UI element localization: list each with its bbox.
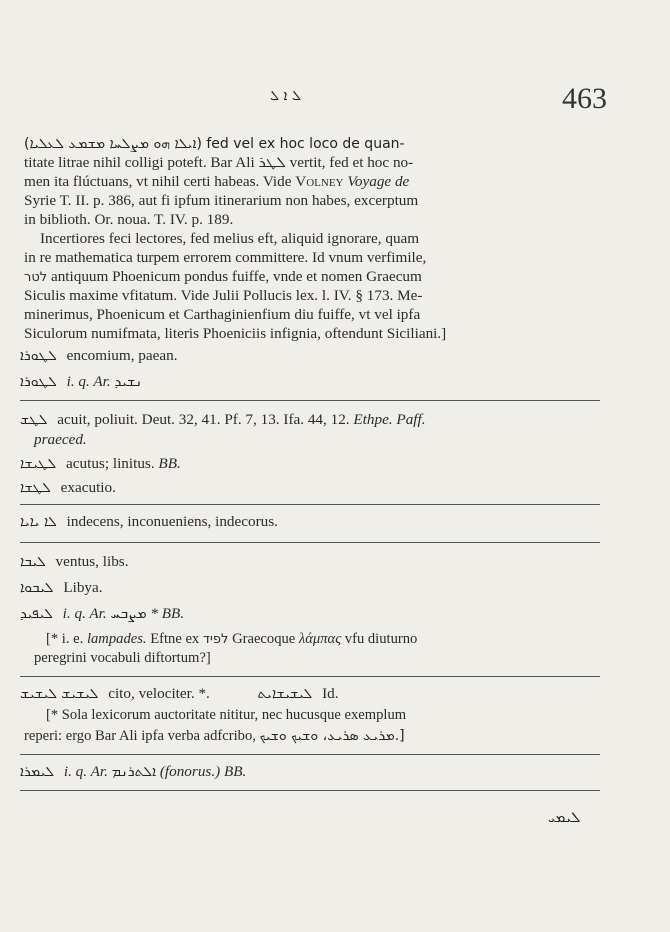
text-line: לטר antiquum Phoenicum pondus fuiffe, vnde et nomen Graecum — [24, 268, 422, 285]
dictionary-entry — [20, 762, 246, 782]
entry-note: (fonorus.) — [159, 763, 221, 780]
entry-headword: ܠܛܝܫܐ — [20, 456, 57, 472]
section-divider — [20, 542, 600, 543]
text-line: Siculis maxime vfitatum. Vide Julii Pollucis lex. l. IV. § 173. Me- — [24, 287, 423, 304]
arabic-quote: ܡܪܝܥ ܣܪܝܥ، ܘܫܝܟ ܘܫܝܟ.] — [259, 728, 405, 744]
running-header: ܠ ܐ ܠ — [270, 88, 302, 104]
entry-headword: ܠܝܫܝܫ ܠܝܫܝܫ — [20, 686, 99, 702]
work-title: Voyage de — [347, 173, 410, 190]
dictionary-entry — [20, 410, 426, 430]
source-abbrev: * BB. — [150, 605, 185, 622]
source-abbrev: BB. — [223, 763, 247, 780]
arabic-word: ܡܨܒܚ — [110, 606, 147, 622]
footnote-line: [* Sola lexicorum auctoritate nititur, nec hucusque exemplum — [46, 707, 407, 723]
dictionary-entry — [20, 478, 116, 498]
entry-gloss: i. q. Ar. — [63, 763, 108, 780]
text-line: men ita flúctuans, vt nihil certi habeas. Vide Volney Voyage de — [24, 173, 410, 190]
footnote-line: reperi: ergo Bar Ali ipfa verba adfcribo, ܡܪܝܥ ܣܪܝܥ، ܘܫܝܟ ܘܫܝܟ.] — [24, 728, 405, 744]
text-line: in re mathematica turpem errorem committere. Id vnum verfimile, — [24, 249, 427, 266]
dictionary-entry — [20, 454, 181, 474]
text-line: in biblioth. Or. noua. T. IV. p. 189. — [24, 211, 234, 228]
footnote-line: [* i. e. lampades. Eftne ex לפיד Graecoque λάμπας vfu diuturno — [46, 631, 418, 647]
entry-gloss: Id. — [322, 685, 339, 702]
dictionary-entry — [20, 604, 184, 624]
section-divider — [20, 754, 600, 755]
entry-gloss: Libya. — [63, 579, 103, 596]
text-line: Syrie T. II. p. 386, aut fi ipfum itinerarium non habes, excerptum — [24, 192, 419, 209]
text-line: (ܐܝܠܐ ܗܘ ܡܨܠܚܐ ܡܫܡܥ ܠܥܠܝܐ) fed vel ex hoc loco de quan- — [24, 136, 405, 152]
entry-note: Ethpe. Paff. — [353, 411, 426, 428]
arabic-word: ܢܫܝܕ — [114, 374, 143, 390]
author-name: Volney — [295, 173, 344, 190]
dictionary-entry — [20, 512, 278, 532]
entry-headword: ܠܝܫܝܫܐܝܬ — [257, 686, 313, 702]
entry-gloss: ventus, libs. — [55, 553, 129, 570]
entry-gloss: acutus; linitus. — [66, 455, 155, 472]
text-line: Siculorum numifmata, literis Phoeniciis infignia, oftendunt Siciliani.] — [24, 325, 447, 342]
entry-headword: ܠܝܦܝܕ — [20, 606, 53, 622]
footnote-line: peregrini vocabuli diftortum?] — [34, 650, 211, 666]
page-number: 463 — [562, 82, 607, 115]
dictionary-entry — [20, 346, 178, 366]
entry-gloss: i. q. Ar. — [62, 605, 107, 622]
text-line: minerimus, Phoenicum et Carthaginienfium diu fuiffe, vt vel ipfa — [24, 306, 421, 323]
text-line: Incertiores feci lectores, fed melius eft, aliquid ignorare, quam — [40, 230, 420, 247]
entry-headword: ܠܐ ܝܐܝܐ — [20, 514, 57, 530]
hebrew-word: לטר — [24, 270, 48, 285]
text-line: titate litrae nihil colligi poteft. Bar Ali ܠܛܪ vertit, fed et hoc no- — [24, 154, 414, 171]
entry-headword: ܠܛܫ — [20, 412, 48, 428]
entry-headword: ܠܛܘܪܐ — [20, 348, 57, 364]
dictionary-entry — [20, 578, 103, 598]
entry-headword: ܠܝܡܪܐ — [20, 764, 55, 780]
entry-headword: ܠܝܒܐ — [20, 554, 46, 570]
dictionary-entry — [20, 372, 142, 392]
arabic-word: ܐܠܬܪܢܡ — [111, 764, 157, 780]
entry-headword: ܠܛܘܪܐ — [20, 374, 57, 390]
section-divider — [20, 504, 600, 505]
entry-gloss: exacutio. — [60, 479, 116, 496]
dictionary-entry — [20, 552, 129, 572]
entry-gloss: indecens, inconueniens, indecorus. — [66, 513, 278, 530]
entry-continuation: praeced. — [34, 431, 87, 448]
source-abbrev: BB. — [158, 455, 181, 472]
entry-gloss: encomium, paean. — [66, 347, 178, 364]
section-divider — [20, 790, 600, 791]
catchword: ܠܝܡܝ — [548, 808, 581, 826]
dictionary-entry — [20, 684, 339, 704]
entry-gloss: cito, velociter. *. — [108, 685, 210, 702]
section-divider — [20, 400, 600, 401]
entry-headword: ܠܝܒܘܐ — [20, 580, 54, 596]
section-divider — [20, 676, 600, 677]
entry-headword: ܠܛܫܐ — [20, 480, 51, 496]
hebrew-word: לפיד — [202, 632, 229, 647]
entry-gloss: i. q. Ar. — [66, 373, 111, 390]
greek-word: λάμπας — [298, 631, 342, 647]
entry-gloss: acuit, poliuit. Deut. 32, 41. Pf. 7, 13. Ifa. 44, 12. — [57, 411, 350, 428]
